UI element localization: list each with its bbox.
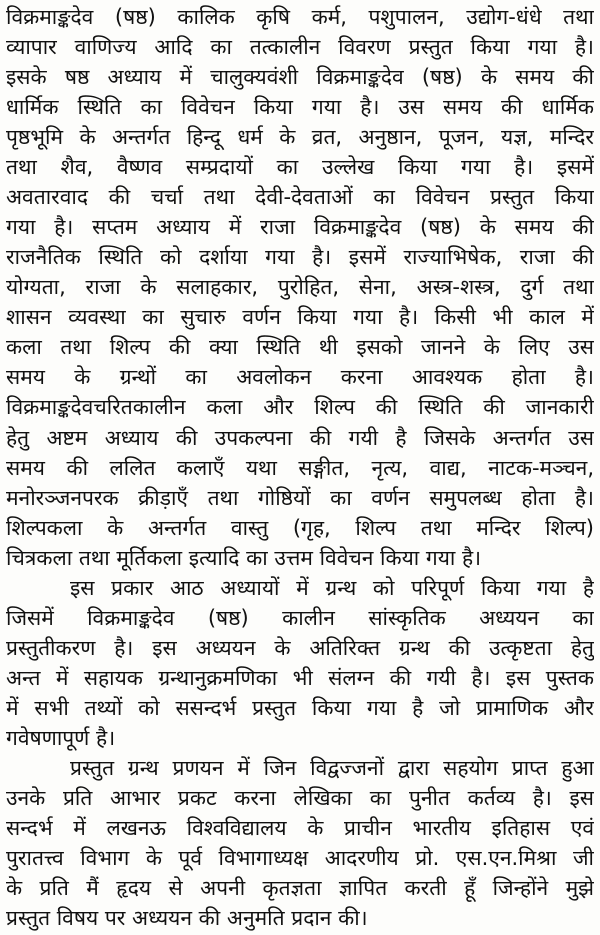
text-line: समय के ग्रन्थों का अवलोकन करना आवश्यक होता है।	[6, 365, 594, 390]
text-line: तथा शैव, वैष्णव सम्प्रदायों का उल्लेख किया गया है। इसमें	[6, 155, 594, 180]
text-line: उनके प्रति आभार प्रकट करना लेखिका का पुनीत कर्तव्य है। इस	[6, 785, 594, 810]
text-line: पुरातत्त्व विभाग के पूर्व विभागाध्यक्ष आदरणीय प्रो. एस.एन.मिश्रा जी	[6, 845, 594, 870]
text-line: व्यापार वाणिज्य आदि का तत्कालीन विवरण प्रस्तुत किया गया है।	[6, 35, 594, 59]
text-line: मनोरञ्जनपरक क्रीड़ाएँ तथा गोष्ठियों का वर्णन समुपलब्ध होता है।	[6, 485, 594, 510]
text-line: में सभी तथ्यों को ससन्दर्भ प्रस्तुत किया गया है जो प्रामाणिक और	[6, 695, 594, 720]
text-line: गया है। सप्तम अध्याय में राजा विक्रमाङ्कदेव (षष्ठ) के समय की	[6, 215, 594, 240]
text-line: पृष्ठभूमि के अन्तर्गत हिन्दू धर्म के व्रत, अनुष्ठान, पूजन, यज्ञ, मन्दिर	[6, 125, 594, 150]
text-line: समय की ललित कलाएँ यथा सङ्गीत, नृत्य, वाद्य, नाटक-मञ्चन,	[6, 455, 594, 480]
text-line: अवतारवाद की चर्चा तथा देवी-देवताओं का विवेचन प्रस्तुत किया	[6, 185, 594, 210]
text-line: राजनैतिक स्थिति को दर्शाया गया है। इसमें राज्याभिषेक, राजा की	[6, 245, 594, 270]
text-line: कला तथा शिल्प की क्या स्थिति थी इसको जानने के लिए उस	[6, 335, 594, 360]
text-line: प्रस्तुत विषय पर अध्ययन की अनुमति प्रदान की।	[6, 906, 368, 930]
text-line: शिल्पकला के अन्तर्गत वास्तु (गृह, शिल्प तथा मन्दिर शिल्प)	[6, 515, 594, 540]
text-line: हेतु अष्टम अध्याय की उपकल्पना की गयी है जिसके अन्तर्गत उस	[6, 425, 594, 450]
text-line: विक्रमाङ्कदेवचरितकालीन कला और शिल्प की स्थिति की जानकारी	[6, 395, 594, 420]
text-line: इस प्रकार आठ अध्यायों में ग्रन्थ को परिपूर्ण किया गया है	[70, 575, 594, 600]
text-line: गवेषणापूर्ण है।	[6, 725, 116, 750]
text-line: शासन व्यवस्था का सुचारु वर्णन किया गया है। किसी भी काल में	[6, 305, 594, 330]
text-line: धार्मिक स्थिति का विवेचन किया गया है। उस समय की धार्मिक	[6, 95, 594, 120]
text-line: चित्रकला तथा मूर्तिकला इत्यादि का उत्तम विवेचन किया गया है।	[6, 545, 482, 570]
text-line: योग्यता, राजा के सलाहकार, पुरोहित, सेना, अस्त्र-शस्त्र, दुर्ग तथा	[6, 275, 594, 300]
text-line: के प्रति मैं हृदय से अपनी कृतज्ञता ज्ञापित करती हूँ जिन्होंने मुझे	[6, 875, 594, 900]
text-line: प्रस्तुतीकरण है। इस अध्ययन के अतिरिक्त ग्रन्थ की उत्कृष्टता हेतु	[6, 635, 594, 660]
text-line: अन्त में सहायक ग्रन्थानुक्रमणिका भी संलग्न की गयी है। इस पुस्तक	[6, 665, 594, 690]
text-line: सन्दर्भ में लखनऊ विश्वविद्यालय के प्राचीन भारतीय इतिहास एवं	[6, 815, 594, 840]
text-line: जिसमें विक्रमाङ्कदेव (षष्ठ) कालीन सांस्कृतिक अध्ययन का	[6, 605, 594, 630]
text-line: प्रस्तुत ग्रन्थ प्रणयन में जिन विद्वज्जनों द्वारा सहयोग प्राप्त हुआ	[70, 755, 594, 780]
text-line: इसके षष्ठ अध्याय में चालुक्यवंशी विक्रमाङ्कदेव (षष्ठ) के समय की	[6, 65, 594, 90]
text-line: विक्रमाङ्कदेव (षष्ठ) कालिक कृषि कर्म, पशुपालन, उद्योग-धंधे तथा	[6, 5, 594, 29]
